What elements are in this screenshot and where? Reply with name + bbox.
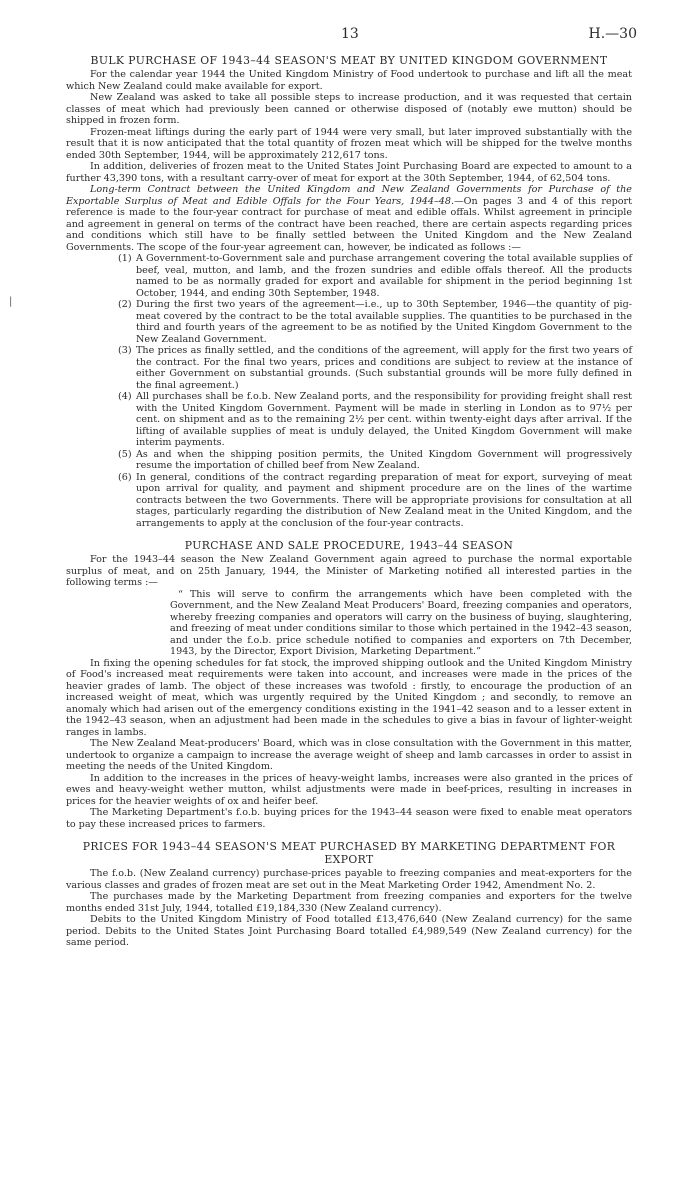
page-header	[66, 26, 637, 44]
list-text: During the first two years of the agreement—i.e., up to 30th September, 1946—the quantity of pig-meat covered by the contract to be the total available supplies. The quantities to be purchased in the third and fourth years of the agreement to be as notified by the United Kingdom Government to the New Zealand Government.	[136, 299, 632, 345]
list-number: (5)	[118, 448, 132, 460]
list-item	[66, 449, 632, 472]
paragraph: The Marketing Department's f.o.b. buying prices for the 1943–44 season were fixed to enable meat operators to pay these increased prices to farmers.	[66, 807, 632, 830]
page-number: 13	[341, 26, 359, 42]
list-text: As and when the shipping position permits, the United Kingdom Government will progressively resume the importation of chilled beef from New Zealand.	[136, 448, 632, 471]
paragraph: New Zealand was asked to take all possible steps to increase production, and it was requested that certain classes of meat which had previously been canned or otherwise disposed of (notably ewe mutton) should be shipped in frozen form.	[66, 92, 632, 126]
contract-title: Long-term Contract between the United Kingdom and New Zealand Governments for Purchase of the Exportable Surplus of Meat and Edible Offals for the Four Years, 1944–48.	[66, 184, 632, 207]
paragraph: In fixing the opening schedules for fat stock, the improved shipping outlook and the United Kingdom Ministry of Food's increased meat requirements were taken into account, and increases were made in the prices of the heavier grades of lamb. The object of these increases was twofold : firstly, to encourage the production of an increased weight of meat, which was urgently required by the United Kingdom ; and secondly, to remove an anomaly which had arisen out of the emergency conditions existing in the 1941–42 season and to a lesser extent in the 1942–43 season, when an adjustment had been made in the schedules to give a bias in favour of lighter-weight ranges in lambs.	[66, 657, 632, 738]
list-text: A Government-to-Government sale and purchase arrangement covering the total available supplies of beef, veal, mutton, and lamb, and the frozen sundries and edible offals thereof. All the products named to be as normally graded for export and available for shipment in the period beginning 1st October, 1944, and ending 30th September, 1948.	[136, 253, 632, 299]
paragraph: Frozen-meat liftings during the early part of 1944 were very small, but later improved substantially with the result that it is now anticipated that the total quantity of frozen meat which will be shipped for the twelve months ended 30th September, 1944, will be approximately 212,617 tons.	[66, 126, 632, 161]
list-number: (3)	[118, 345, 132, 356]
paragraph-contract	[66, 184, 632, 253]
margin-mark: |	[9, 296, 13, 307]
section-heading: BULK PURCHASE OF 1943–44 SEASON'S MEAT BY UNITED KINGDOM GOVERNMENT	[90, 54, 608, 67]
section-bulk-purchase	[66, 54, 632, 529]
section-purchase-procedure	[66, 539, 632, 830]
paragraph: The purchases made by the Marketing Department from freezing companies and exporters for the twelve months ended 31st July, 1944, totalled £19,184,330 (New Zealand currency).	[66, 891, 632, 914]
section-heading: PURCHASE AND SALE PROCEDURE, 1943–44 SEASON	[184, 539, 514, 552]
list-item	[66, 253, 632, 299]
paragraph: The f.o.b. (New Zealand currency) purchase-prices payable to freezing companies and meat-exporters for the various classes and grades of frozen meat are set out in the Meat Marketing Order 1942, Amendment No. 2.	[66, 868, 632, 891]
paragraph: In addition to the increases in the prices of heavy-weight lambs, increases were also granted in the prices of ewes and heavy-weight wether mutton, whilst adjustments were made in beef-prices, resulting in increases in prices for the heavier weights of ox and heifer beef.	[66, 772, 632, 807]
list-number: (6)	[118, 471, 132, 483]
paragraph: In addition, deliveries of frozen meat to the United States Joint Purchasing Board are expected to amount to a further 43,390 tons, with a resultant carry-over of meat for export at the 30th September, 1944, of 62,504 tons.	[66, 161, 632, 184]
contract-text: —On pages 3 and 4 of this report reference is made to the four-year contract for purchase of meat and edible offals. Whilst agreement in principle and agreement in general on terms of the contract have been reached, there are certain aspects regarding prices and conditions which still have to be finally settled between the United Kingdom and the New Zealand Governments. The scope of the four-year agreement can, however, be indicated as follows :—	[66, 195, 632, 253]
list-item	[66, 299, 632, 345]
list-number: (4)	[118, 391, 132, 402]
paragraph: For the 1943–44 season the New Zealand Government again agreed to purchase the normal exportable surplus of meat, and on 25th January, 1944, the Minister of Marketing notified all interested parties in the following terms :—	[66, 554, 632, 588]
section-heading: PRICES FOR 1943–44 SEASON'S MEAT PURCHASED BY MARKETING DEPARTMENT FOR EXPORT	[82, 840, 616, 866]
section-prices	[66, 840, 632, 949]
list-text: In general, conditions of the contract regarding preparation of meat for export, surveying of meat upon arrival for quality, and payment and shipment procedure are on the lines of the wartime contracts between the two Governments. There will be appropriate provisions for consultation at all stages, particularly regarding the distribution of New Zealand meat in the United Kingdom, and the arrangements to apply at the conclusion of the four-year contracts.	[136, 471, 632, 529]
list-item	[66, 391, 632, 449]
list-number: (2)	[118, 299, 132, 310]
document-page	[66, 26, 637, 949]
paragraph: For the calendar year 1944 the United Kingdom Ministry of Food undertook to purchase and lift all the meat which New Zealand could make available for export.	[66, 69, 632, 92]
list-item	[66, 472, 632, 530]
paragraph: Debits to the United Kingdom Ministry of Food totalled £13,476,640 (New Zealand currency) for the same period. Debits to the United States Joint Purchasing Board totalled £4,989,549 (New Zealand currency) for the same period.	[66, 914, 632, 948]
paragraph: The New Zealand Meat-producers' Board, which was in close consultation with the Government in this matter, undertook to organize a campaign to increase the average weight of sheep and lamb carcasses in order to assist in meeting the needs of the United Kingdom.	[66, 738, 632, 772]
list-item	[66, 345, 632, 391]
list-number: (1)	[118, 253, 132, 264]
contract-terms-list	[66, 253, 632, 529]
minister-quote: “ This will serve to confirm the arrangements which have been completed with the Government, and the New Zealand Meat Producers' Board, freezing companies and operators, whereby freezing companies and operators will carry on the business of buying, slaughtering, and freezing of meat under conditions similar to those which pertained in the 1942–43 season, and under the f.o.b. price schedule notified to companies and exporters on 7th December, 1943, by the Director, Export Division, Marketing Department.”	[170, 588, 632, 657]
list-text: The prices as finally settled, and the conditions of the agreement, will apply for the first two years of the contract. For the final two years, prices and conditions are subject to review at the instance of either Government on substantial grounds. (Such substantial grounds will be more fully defined in the final agreement.)	[136, 345, 632, 391]
list-text: All purchases shall be f.o.b. New Zealand ports, and the responsibility for providing freight shall rest with the United Kingdom Government. Payment will be made in sterling in London as to 97½ per cent. on shipment and as to the remaining 2½ per cent. within twenty-eight days after arrival. If the lifting of available supplies of meat is unduly delayed, the United Kingdom Government will make interim payments.	[136, 391, 632, 448]
document-code: H.—30	[588, 26, 637, 42]
